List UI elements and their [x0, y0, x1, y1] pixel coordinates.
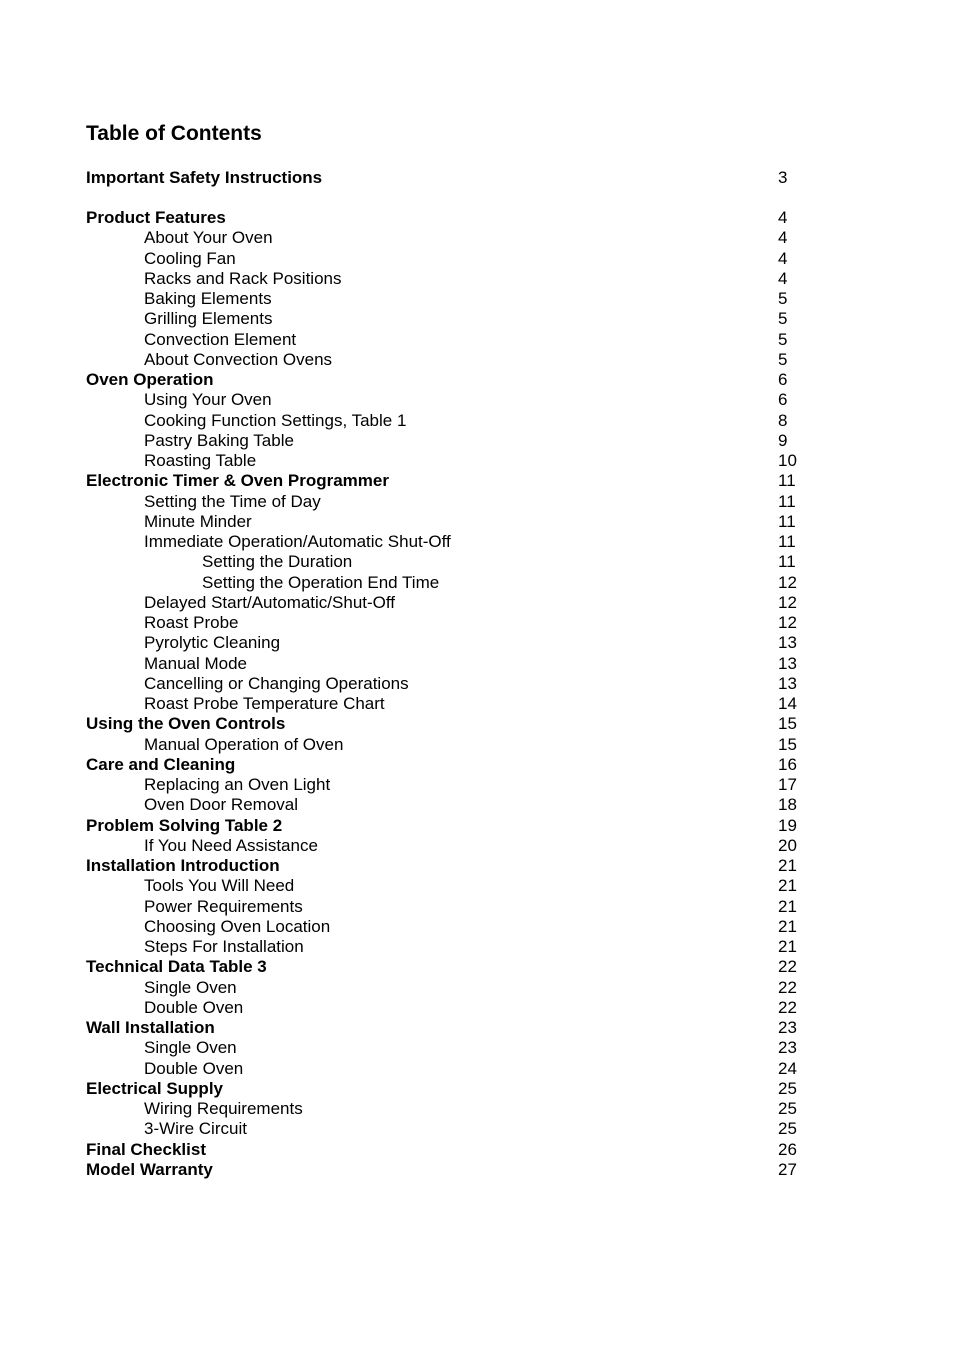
- toc-entry-page-number: 25: [778, 1078, 797, 1098]
- toc-entry-page-number: 25: [778, 1119, 797, 1139]
- toc-entry-label: Single Oven: [144, 1038, 237, 1058]
- toc-entry-label: If You Need Assistance: [144, 835, 318, 855]
- toc-entry-page-number: 22: [778, 997, 797, 1017]
- toc-entry-label: Immediate Operation/Automatic Shut-Off: [144, 532, 451, 551]
- toc-entry-page-number: 4: [778, 268, 788, 288]
- toc-entry-page-number: 21: [778, 916, 797, 936]
- toc-entry-page-number: 4: [778, 208, 788, 227]
- toc-entry-page-number: 5: [778, 309, 788, 329]
- toc-entry-page-number: 25: [778, 1099, 797, 1118]
- toc-entry-page-number: 11: [778, 511, 796, 531]
- toc-entry-label: Setting the Operation End Time: [202, 572, 440, 592]
- toc-entry-page-number: 6: [778, 370, 788, 389]
- toc-entry-label: Important Safety Instructions: [86, 168, 323, 187]
- toc-entry-page-number: 6: [778, 390, 788, 410]
- toc-entry-label: Grilling Elements: [144, 309, 273, 329]
- toc-entry-page-number: 21: [778, 937, 797, 956]
- toc-entry-page-number: 27: [778, 1159, 797, 1179]
- toc-entry-label: About Your Oven: [144, 228, 273, 248]
- toc-entry-label: Problem Solving Table 2: [86, 815, 283, 835]
- toc-entry-label: Cooling Fan: [144, 248, 236, 268]
- toc-entry-label: Model Warranty: [86, 1159, 213, 1179]
- toc-entry-label: Replacing an Oven Light: [144, 775, 331, 794]
- toc-entry-label: Installation Introduction: [86, 856, 280, 875]
- toc-entry-label: Baking Elements: [144, 289, 272, 308]
- toc-entry-label: Electrical Supply: [86, 1078, 223, 1098]
- toc-entry-page-number: 15: [778, 734, 797, 754]
- toc-entry-page-number: 4: [778, 248, 788, 268]
- toc-entry-label: 3-Wire Circuit: [144, 1119, 247, 1139]
- toc-entry-page-number: 17: [778, 775, 797, 794]
- toc-entry-label: Single Oven: [144, 977, 237, 997]
- toc-entry-label: Setting the Duration: [202, 552, 353, 572]
- toc-entry-page-number: 23: [778, 1018, 797, 1037]
- toc-entry-page-number: 14: [778, 694, 797, 713]
- toc-entry-page-number: 5: [778, 349, 788, 369]
- toc-entry-page-number: 15: [778, 714, 797, 734]
- page-title: Table of Contents: [86, 122, 262, 145]
- toc-entry-page-number: 22: [778, 977, 797, 997]
- toc-entry-label: Roasting Table: [144, 451, 257, 470]
- toc-entry-page-number: 5: [778, 289, 788, 308]
- toc-entry-label: Care and Cleaning: [86, 754, 236, 774]
- toc-entry-page-number: 26: [778, 1139, 797, 1159]
- toc-entry-label: Roast Probe: [144, 613, 239, 632]
- toc-entry-label: Steps For Installation: [144, 937, 304, 956]
- toc-entry-label: Using Your Oven: [144, 390, 272, 410]
- toc-entry-page-number: 9: [778, 430, 788, 450]
- toc-entry-label: Cooking Function Settings, Table 1: [144, 410, 407, 430]
- toc-entry-page-number: 13: [778, 673, 797, 693]
- toc-entry-label: Minute Minder: [144, 511, 252, 531]
- toc-entry-label: Power Requirements: [144, 896, 303, 916]
- toc-entry-page-number: 8: [778, 410, 788, 430]
- toc-entry-page-number: 23: [778, 1038, 797, 1058]
- toc-entry-page-number: 3: [778, 168, 788, 187]
- toc-entry-label: Tools You Will Need: [144, 876, 295, 896]
- toc-entry-label: About Convection Ovens: [144, 349, 333, 369]
- toc-entry-label: Electronic Timer & Oven Programmer: [86, 471, 389, 491]
- toc-entry-label: Oven Door Removal: [144, 795, 299, 815]
- toc-entry-label: Final Checklist: [86, 1139, 206, 1159]
- toc-entry-page-number: 4: [778, 228, 788, 248]
- toc-entry-label: Choosing Oven Location: [144, 916, 331, 936]
- toc-entry-page-number: 24: [778, 1058, 797, 1078]
- toc-entry-label: Technical Data Table 3: [86, 957, 267, 977]
- toc-entry-page-number: 21: [778, 856, 797, 875]
- toc-entry-page-number: 11: [778, 532, 796, 551]
- toc-entry-page-number: 18: [778, 795, 797, 815]
- toc-entry-label: Pastry Baking Table: [144, 430, 294, 450]
- toc-entry-label: Pyrolytic Cleaning: [144, 633, 281, 653]
- toc-entry-label: Roast Probe Temperature Chart: [144, 694, 385, 713]
- toc-entry-label: Wiring Requirements: [144, 1099, 303, 1118]
- toc-entry-label: Setting the Time of Day: [144, 491, 321, 511]
- toc-entry-label: Manual Operation of Oven: [144, 734, 344, 754]
- toc-entry-page-number: 12: [778, 613, 797, 632]
- toc-entry-page-number: 12: [778, 592, 797, 612]
- toc-entry-label: Cancelling or Changing Operations: [144, 673, 409, 693]
- toc-entry-label: Product Features: [86, 208, 226, 227]
- toc-entry-page-number: 19: [778, 815, 797, 835]
- toc-entry-page-number: 11: [778, 552, 796, 572]
- toc-entry-label: Delayed Start/Automatic/Shut-Off: [144, 592, 396, 612]
- toc-entry-label: Convection Element: [144, 329, 297, 349]
- toc-entry-page-number: 13: [778, 633, 797, 653]
- toc-entry-page-number: 12: [778, 572, 797, 592]
- toc-entry-label: Double Oven: [144, 1058, 244, 1078]
- toc-entry-page-number: 21: [778, 896, 797, 916]
- toc-entry-page-number: 5: [778, 329, 788, 349]
- toc-entry-label: Oven Operation: [86, 370, 214, 389]
- toc-entry-page-number: 21: [778, 876, 797, 896]
- toc-entry-page-number: 22: [778, 957, 797, 977]
- toc-entry-label: Double Oven: [144, 997, 244, 1017]
- toc-entry-label: Manual Mode: [144, 653, 248, 673]
- toc-entry-page-number: 16: [778, 754, 797, 774]
- toc-entry-page-number: 11: [778, 471, 796, 491]
- toc-entry-page-number: 10: [778, 451, 797, 470]
- toc-entry-label: Using the Oven Controls: [86, 714, 286, 734]
- toc-entry-page-number: 20: [778, 835, 797, 855]
- toc-entry-page-number: 13: [778, 653, 797, 673]
- toc-entry-label: Wall Installation: [86, 1018, 215, 1037]
- toc-entry-page-number: 11: [778, 491, 796, 511]
- toc-entry-label: Racks and Rack Positions: [144, 268, 342, 288]
